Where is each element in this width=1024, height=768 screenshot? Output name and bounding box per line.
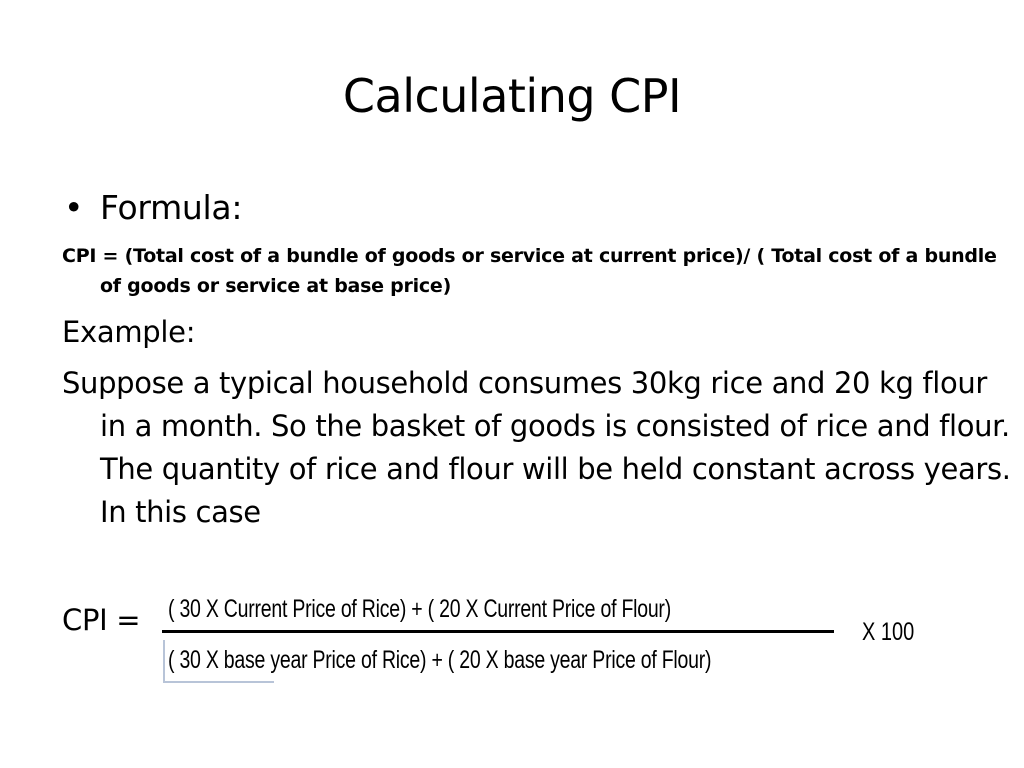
bullet-icon: • xyxy=(64,188,84,227)
example-heading: Example: xyxy=(62,315,196,349)
formula-definition: CPI = (Total cost of a bundle of goods or service at current price)/ ( Total cost of a bundle of goods or service at base price) xyxy=(62,245,997,297)
bullet-formula xyxy=(64,186,242,230)
slide-title: Calculating CPI xyxy=(342,69,682,123)
fraction-denominator: ( 30 X base year Price of Rice) + ( 20 X base year Price of Flour) xyxy=(168,646,712,674)
example-paragraph: Suppose a typical household consumes 30kg rice and 20 kg flour in a month. So the basket of goods is consisted of rice and flour. The quantity of rice and flour will be held constant across years. In this case xyxy=(62,366,1011,529)
bullet-formula-label: Formula: xyxy=(100,188,243,227)
selection-box-edge xyxy=(163,681,274,683)
cpi-equation-label: CPI = xyxy=(62,603,141,637)
multiplier-text: X 100 xyxy=(862,618,915,646)
fraction-bar xyxy=(162,630,834,633)
selection-box-edge xyxy=(163,640,165,682)
fraction-numerator: ( 30 X Current Price of Rice) + ( 20 X Current Price of Flour) xyxy=(168,595,671,623)
